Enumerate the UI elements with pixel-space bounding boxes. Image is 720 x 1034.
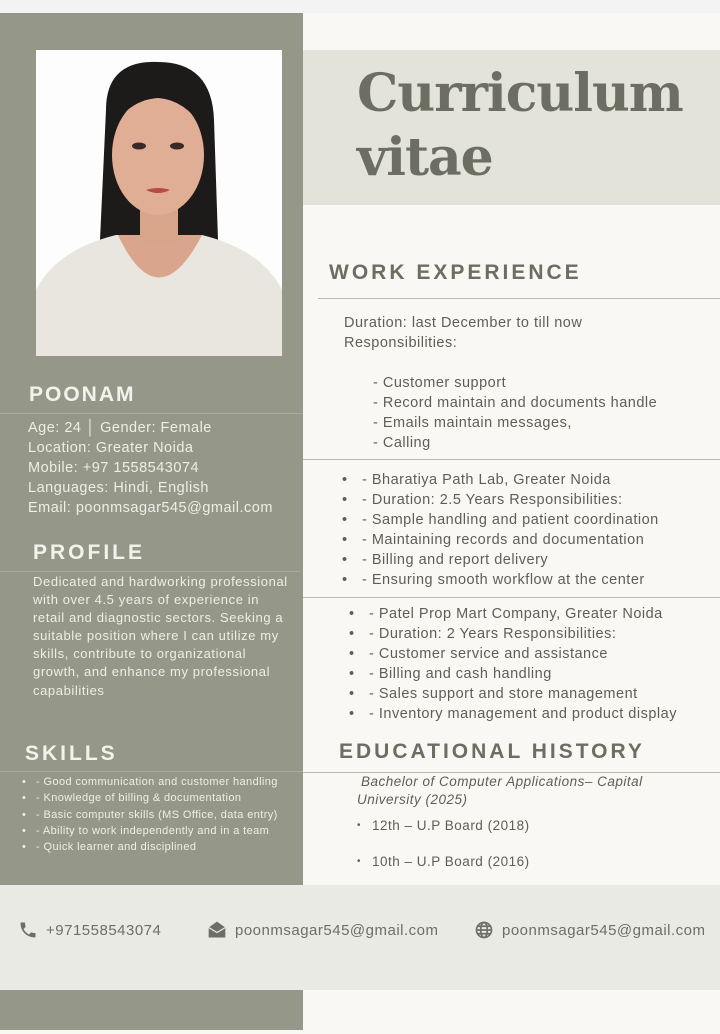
location: Location: Greater Noida [28, 440, 194, 456]
skill-item: • - Ability to work independently and in a team [36, 823, 278, 839]
personal-info [28, 418, 273, 518]
job-bharatiya [362, 470, 659, 590]
divider [0, 771, 303, 772]
sidebar-bottom [0, 990, 303, 1030]
job-item: • - Bharatiya Path Lab, Greater Noida [362, 470, 659, 490]
top-strip [0, 0, 720, 13]
school-text: 12th – U.P Board (2018) [372, 818, 530, 833]
resp-item: - Record maintain and documents handle [373, 395, 658, 411]
resp-item: - Customer support [373, 375, 507, 391]
school-item: • 12th – U.P Board (2018) [357, 818, 530, 833]
phone-icon [18, 920, 38, 940]
divider [303, 597, 720, 598]
title-line2: vitae [357, 127, 493, 188]
job-item: • - Sales support and store management [369, 684, 677, 704]
skill-item: • - Good communication and customer handling [36, 774, 278, 790]
resp-item: - Emails maintain messages, [373, 415, 572, 431]
mobile: Mobile: +97 1558543074 [28, 460, 200, 476]
work-heading: WORK EXPERIENCE [329, 261, 582, 284]
job-item: • - Customer service and assistance [369, 644, 677, 664]
skills-heading: SKILLS [25, 742, 118, 765]
job-item: • - Patel Prop Mart Company, Greater Noida [369, 604, 677, 624]
job-item: • - Maintaining records and documentation [362, 530, 659, 550]
skill-item: • - Knowledge of billing & documentation [36, 790, 278, 806]
job-item: • - Duration: 2.5 Years Responsibilities: [362, 490, 659, 510]
job-patel [369, 604, 677, 724]
languages: Languages: Hindi, English [28, 480, 209, 496]
school-list [357, 816, 530, 872]
divider [0, 571, 300, 572]
footer-phone [18, 920, 161, 940]
skills-list [36, 774, 278, 855]
email: Email: poonmsagar545@gmail.com [28, 500, 273, 516]
profile-heading: PROFILE [33, 541, 146, 564]
job-item: • - Duration: 2 Years Responsibilities: [369, 624, 677, 644]
divider [303, 459, 720, 460]
job-item: • - Billing and report delivery [362, 550, 659, 570]
footer-website [474, 920, 706, 940]
email-text: poonmsagar545@gmail.com [235, 921, 439, 939]
envelope-icon [207, 920, 227, 940]
skill-item: • - Basic computer skills (MS Office, data entry) [36, 807, 278, 823]
school-item: • 10th – U.P Board (2016) [357, 854, 530, 869]
globe-icon [474, 920, 494, 940]
education-heading: EDUCATIONAL HISTORY [339, 740, 645, 763]
job-item: • - Inventory management and product display [369, 704, 677, 724]
skill-item: • - Quick learner and disciplined [36, 839, 278, 855]
cv-title [357, 62, 683, 190]
age-gender: Age: 24 │ Gender: Female [28, 420, 212, 436]
title-line1: Curriculum [357, 63, 683, 124]
divider [318, 298, 720, 299]
resp-item: - Calling [373, 435, 431, 451]
job-item: • - Billing and cash handling [369, 664, 677, 684]
person-name: POONAM [29, 383, 136, 406]
current-job [344, 313, 657, 453]
profile-text: Dedicated and hardworking professional with over 4.5 years of experience in retail and diagnostic sectors. Seeking a suitable position where I can utilize my skills, contribute to organizational growth, and enhance my professional capabilities [33, 574, 288, 698]
degree: Bachelor of Computer Applications– Capital University (2025) [357, 774, 643, 807]
profile-photo [36, 50, 282, 356]
current-resp-label: Responsibilities: [344, 335, 458, 351]
job-item: • - Sample handling and patient coordination [362, 510, 659, 530]
phone-text: +971558543074 [46, 921, 162, 939]
job-item: • - Ensuring smooth workflow at the center [362, 570, 659, 590]
website-text: poonmsagar545@gmail.com [502, 921, 706, 939]
footer-email [207, 920, 439, 940]
divider [0, 413, 303, 414]
current-duration: Duration: last December to till now [344, 315, 583, 331]
school-text: 10th – U.P Board (2016) [372, 854, 530, 869]
